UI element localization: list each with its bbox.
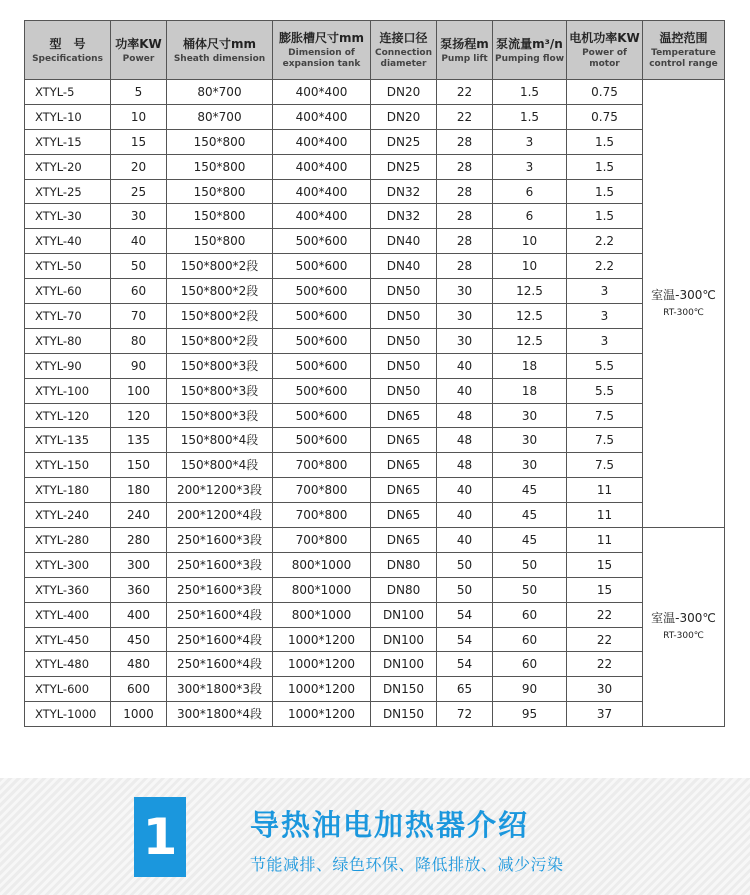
table-row	[25, 104, 725, 129]
table-cell: 200*1200*4段	[167, 503, 273, 528]
table-cell: 600	[111, 677, 167, 702]
table-row	[25, 627, 725, 652]
table-cell: 1.5	[493, 104, 567, 129]
table-cell: 1000*1200	[273, 677, 371, 702]
table-cell: DN65	[371, 478, 437, 503]
table-cell: 400*400	[273, 104, 371, 129]
table-cell: 3	[493, 129, 567, 154]
column-header-zh: 泵扬程m	[440, 36, 489, 51]
table-row	[25, 552, 725, 577]
table-cell: 30	[437, 328, 493, 353]
table-cell: 7.5	[567, 403, 643, 428]
table-cell: DN50	[371, 304, 437, 329]
table-cell: 22	[437, 80, 493, 105]
table-cell: 30	[493, 428, 567, 453]
table-body	[25, 80, 725, 727]
table-cell: 450	[111, 627, 167, 652]
table-cell: 360	[111, 577, 167, 602]
table-cell: 150*800*2段	[167, 328, 273, 353]
column-header	[371, 21, 437, 80]
table-cell: 3	[567, 279, 643, 304]
table-row	[25, 403, 725, 428]
table-cell: 150*800	[167, 179, 273, 204]
table-cell: 150*800*3段	[167, 378, 273, 403]
column-header-en: Power	[122, 53, 155, 64]
table-cell: 1000	[111, 702, 167, 727]
table-cell: 1.5	[567, 154, 643, 179]
temperature-range-cell	[643, 80, 725, 528]
table-cell: 480	[111, 652, 167, 677]
table-cell: 7.5	[567, 453, 643, 478]
table-cell: 50	[437, 552, 493, 577]
table-cell: XTYL-20	[25, 154, 111, 179]
table-row	[25, 204, 725, 229]
table-cell: 120	[111, 403, 167, 428]
table-cell: DN20	[371, 80, 437, 105]
table-cell: 150*800*4段	[167, 453, 273, 478]
table-cell: 50	[111, 254, 167, 279]
table-cell: DN65	[371, 528, 437, 553]
table-cell: DN40	[371, 229, 437, 254]
temperature-range-en: RT-300℃	[663, 631, 704, 642]
column-header-en: Power of motor	[582, 48, 627, 69]
table-cell: DN50	[371, 378, 437, 403]
table-cell: 500*600	[273, 403, 371, 428]
table-cell: 15	[567, 552, 643, 577]
table-cell: 300	[111, 552, 167, 577]
table-cell: 300*1800*4段	[167, 702, 273, 727]
table-cell: 2.2	[567, 229, 643, 254]
table-cell: 28	[437, 129, 493, 154]
table-row	[25, 378, 725, 403]
table-cell: 40	[437, 528, 493, 553]
column-header-en: Specifications	[32, 53, 103, 64]
table-cell: 54	[437, 652, 493, 677]
table-row	[25, 528, 725, 553]
table-cell: 37	[567, 702, 643, 727]
table-cell: DN50	[371, 353, 437, 378]
table-cell: 250*1600*4段	[167, 602, 273, 627]
column-header-zh: 电机功率KW	[569, 31, 640, 45]
table-cell: DN100	[371, 652, 437, 677]
table-cell: 5.5	[567, 353, 643, 378]
table-cell: 1.5	[567, 129, 643, 154]
table-cell: 12.5	[493, 279, 567, 304]
table-row	[25, 577, 725, 602]
table-cell: 60	[493, 627, 567, 652]
table-row	[25, 677, 725, 702]
table-cell: 1000*1200	[273, 702, 371, 727]
table-row	[25, 602, 725, 627]
table-cell: 28	[437, 254, 493, 279]
table-cell: 40	[111, 229, 167, 254]
table-cell: XTYL-30	[25, 204, 111, 229]
table-cell: 400*400	[273, 179, 371, 204]
table-cell: 11	[567, 503, 643, 528]
table-cell: 100	[111, 378, 167, 403]
table-cell: 1.5	[567, 179, 643, 204]
table-cell: XTYL-280	[25, 528, 111, 553]
table-row	[25, 304, 725, 329]
temperature-range-zh: 室温-300℃	[651, 287, 716, 302]
table-cell: 50	[493, 577, 567, 602]
table-row	[25, 428, 725, 453]
table-cell: 400*400	[273, 154, 371, 179]
table-cell: 280	[111, 528, 167, 553]
table-cell: 15	[111, 129, 167, 154]
table-cell: 400*400	[273, 204, 371, 229]
table-cell: 45	[493, 503, 567, 528]
table-cell: XTYL-400	[25, 602, 111, 627]
table-cell: 500*600	[273, 229, 371, 254]
table-cell: 250*1600*3段	[167, 577, 273, 602]
table-cell: 500*600	[273, 328, 371, 353]
table-cell: XTYL-60	[25, 279, 111, 304]
table-cell: 700*800	[273, 478, 371, 503]
table-cell: 150*800*2段	[167, 304, 273, 329]
column-header-en: Pumping flow	[494, 53, 565, 64]
table-cell: 500*600	[273, 428, 371, 453]
table-cell: 250*1600*3段	[167, 552, 273, 577]
table-cell: 0.75	[567, 80, 643, 105]
table-cell: XTYL-480	[25, 652, 111, 677]
column-header-zh: 温控范围	[659, 31, 708, 45]
table-cell: DN32	[371, 204, 437, 229]
table-cell: 28	[437, 154, 493, 179]
column-header	[493, 21, 567, 80]
table-row	[25, 229, 725, 254]
table-row	[25, 503, 725, 528]
table-cell: 150*800	[167, 229, 273, 254]
table-cell: DN80	[371, 577, 437, 602]
column-header-zh: 功率KW	[115, 36, 162, 51]
table-row	[25, 353, 725, 378]
column-header-zh: 桶体尺寸mm	[182, 36, 256, 51]
table-row	[25, 129, 725, 154]
table-cell: 1.5	[493, 80, 567, 105]
table-cell: 22	[567, 627, 643, 652]
column-header-en: Pump lift	[441, 53, 488, 64]
table-cell: DN65	[371, 403, 437, 428]
table-cell: 60	[493, 602, 567, 627]
table-cell: 180	[111, 478, 167, 503]
header-row	[25, 21, 725, 80]
table-cell: XTYL-360	[25, 577, 111, 602]
table-cell: XTYL-300	[25, 552, 111, 577]
table-cell: DN32	[371, 179, 437, 204]
table-cell: 3	[493, 154, 567, 179]
spec-table	[24, 20, 725, 727]
temperature-range-zh: 室温-300℃	[651, 611, 716, 626]
table-cell: 1000*1200	[273, 652, 371, 677]
table-cell: 30	[437, 279, 493, 304]
table-cell: 1000*1200	[273, 627, 371, 652]
table-cell: 250*1600*4段	[167, 627, 273, 652]
table-cell: 30	[437, 304, 493, 329]
table-cell: 135	[111, 428, 167, 453]
table-cell: 11	[567, 478, 643, 503]
table-cell: XTYL-240	[25, 503, 111, 528]
table-cell: 80*700	[167, 104, 273, 129]
table-cell: XTYL-600	[25, 677, 111, 702]
table-cell: 200*1200*3段	[167, 478, 273, 503]
table-cell: XTYL-150	[25, 453, 111, 478]
column-header	[111, 21, 167, 80]
table-cell: 800*1000	[273, 577, 371, 602]
table-cell: 500*600	[273, 254, 371, 279]
table-cell: XTYL-40	[25, 229, 111, 254]
table-cell: DN65	[371, 503, 437, 528]
table-cell: 90	[493, 677, 567, 702]
table-cell: 48	[437, 428, 493, 453]
table-cell: 10	[493, 254, 567, 279]
table-cell: 40	[437, 378, 493, 403]
table-cell: 70	[111, 304, 167, 329]
table-cell: 25	[111, 179, 167, 204]
table-cell: 28	[437, 229, 493, 254]
column-header-zh: 泵流量m³/n	[496, 36, 563, 51]
table-cell: DN100	[371, 627, 437, 652]
table-cell: XTYL-10	[25, 104, 111, 129]
section-number-badge: 1	[134, 797, 186, 877]
table-cell: DN65	[371, 428, 437, 453]
table-cell: 40	[437, 353, 493, 378]
table-cell: 12.5	[493, 328, 567, 353]
table-header	[25, 21, 725, 80]
table-cell: 500*600	[273, 304, 371, 329]
table-cell: 50	[437, 577, 493, 602]
table-cell: 3	[567, 328, 643, 353]
column-header	[437, 21, 493, 80]
column-header	[25, 21, 111, 80]
column-header-en: Dimension of expansion tank	[282, 48, 361, 69]
table-row	[25, 478, 725, 503]
column-header-en: Temperature control range	[649, 48, 718, 69]
table-cell: 10	[493, 229, 567, 254]
table-cell: 72	[437, 702, 493, 727]
table-cell: 54	[437, 627, 493, 652]
table-cell: DN65	[371, 453, 437, 478]
table-cell: XTYL-100	[25, 378, 111, 403]
table-cell: 150*800*3段	[167, 353, 273, 378]
table-cell: 95	[493, 702, 567, 727]
table-cell: 54	[437, 602, 493, 627]
table-row	[25, 702, 725, 727]
table-cell: 18	[493, 353, 567, 378]
table-cell: 45	[493, 478, 567, 503]
table-cell: XTYL-90	[25, 353, 111, 378]
table-cell: DN25	[371, 154, 437, 179]
table-cell: 11	[567, 528, 643, 553]
table-cell: 60	[111, 279, 167, 304]
table-cell: 60	[493, 652, 567, 677]
table-cell: 6	[493, 204, 567, 229]
table-cell: 400*400	[273, 129, 371, 154]
table-cell: 5	[111, 80, 167, 105]
table-cell: DN25	[371, 129, 437, 154]
table-cell: 150*800*2段	[167, 254, 273, 279]
table-row	[25, 254, 725, 279]
table-cell: 700*800	[273, 453, 371, 478]
table-cell: 250*1600*4段	[167, 652, 273, 677]
table-cell: DN50	[371, 328, 437, 353]
column-header-zh: 膨胀槽尺寸mm	[278, 31, 364, 45]
table-cell: XTYL-70	[25, 304, 111, 329]
table-cell: 150*800	[167, 129, 273, 154]
section-subtitle: 节能减排、绿色环保、降低排放、减少污染	[250, 855, 564, 874]
table-cell: XTYL-25	[25, 179, 111, 204]
table-cell: 6	[493, 179, 567, 204]
table-cell: 150*800	[167, 154, 273, 179]
table-cell: 400	[111, 602, 167, 627]
table-cell: XTYL-5	[25, 80, 111, 105]
table-cell: 80*700	[167, 80, 273, 105]
table-row	[25, 80, 725, 105]
table-cell: DN40	[371, 254, 437, 279]
table-cell: DN80	[371, 552, 437, 577]
column-header-en: Sheath dimension	[173, 53, 266, 64]
table-cell: 22	[567, 652, 643, 677]
column-header	[643, 21, 725, 80]
table-cell: 150*800*2段	[167, 279, 273, 304]
table-cell: 40	[437, 503, 493, 528]
table-cell: 30	[493, 453, 567, 478]
table-cell: 30	[493, 403, 567, 428]
table-cell: 700*800	[273, 503, 371, 528]
table-cell: 15	[567, 577, 643, 602]
table-cell: DN150	[371, 677, 437, 702]
table-row	[25, 652, 725, 677]
table-cell: 800*1000	[273, 602, 371, 627]
table-cell: 5.5	[567, 378, 643, 403]
table-cell: 40	[437, 478, 493, 503]
table-cell: 12.5	[493, 304, 567, 329]
column-header	[167, 21, 273, 80]
table-cell: 150*800*3段	[167, 403, 273, 428]
table-cell: 500*600	[273, 353, 371, 378]
table-cell: 250*1600*3段	[167, 528, 273, 553]
table-cell: 30	[111, 204, 167, 229]
table-cell: 90	[111, 353, 167, 378]
column-header	[567, 21, 643, 80]
table-cell: 22	[567, 602, 643, 627]
column-header-zh: 型 号	[49, 36, 86, 51]
temperature-range-cell	[643, 528, 725, 727]
table-cell: 1.5	[567, 204, 643, 229]
table-cell: 150*800*4段	[167, 428, 273, 453]
table-cell: 700*800	[273, 528, 371, 553]
table-row	[25, 279, 725, 304]
table-cell: XTYL-135	[25, 428, 111, 453]
table-cell: 10	[111, 104, 167, 129]
column-header-zh: 连接口径	[379, 31, 428, 45]
table-cell: 3	[567, 304, 643, 329]
table-cell: XTYL-450	[25, 627, 111, 652]
table-cell: XTYL-50	[25, 254, 111, 279]
table-cell: 300*1800*3段	[167, 677, 273, 702]
table-cell: XTYL-180	[25, 478, 111, 503]
table-cell: 80	[111, 328, 167, 353]
table-cell: 28	[437, 179, 493, 204]
column-header	[273, 21, 371, 80]
table-cell: 45	[493, 528, 567, 553]
temperature-range-en: RT-300℃	[663, 307, 704, 318]
table-cell: XTYL-1000	[25, 702, 111, 727]
table-cell: 50	[493, 552, 567, 577]
table-cell: 65	[437, 677, 493, 702]
table-row	[25, 328, 725, 353]
table-cell: 240	[111, 503, 167, 528]
table-row	[25, 154, 725, 179]
column-header-en: Connection diameter	[374, 48, 433, 69]
table-cell: 48	[437, 453, 493, 478]
table-cell: XTYL-15	[25, 129, 111, 154]
table-cell: 150	[111, 453, 167, 478]
table-cell: DN150	[371, 702, 437, 727]
table-cell: 400*400	[273, 80, 371, 105]
section-title: 导热油电加热器介绍	[250, 808, 530, 842]
table-cell: 800*1000	[273, 552, 371, 577]
table-cell: XTYL-80	[25, 328, 111, 353]
table-cell: 30	[567, 677, 643, 702]
table-cell: 20	[111, 154, 167, 179]
table-row	[25, 453, 725, 478]
table-row	[25, 179, 725, 204]
table-cell: 0.75	[567, 104, 643, 129]
table-cell: 22	[437, 104, 493, 129]
table-cell: 500*600	[273, 279, 371, 304]
table-cell: 48	[437, 403, 493, 428]
table-cell: 2.2	[567, 254, 643, 279]
table-cell: DN100	[371, 602, 437, 627]
table-cell: 500*600	[273, 378, 371, 403]
table-cell: DN20	[371, 104, 437, 129]
table-cell: 18	[493, 378, 567, 403]
table-cell: 28	[437, 204, 493, 229]
table-cell: XTYL-120	[25, 403, 111, 428]
table-cell: DN50	[371, 279, 437, 304]
table-cell: 150*800	[167, 204, 273, 229]
table-cell: 7.5	[567, 428, 643, 453]
